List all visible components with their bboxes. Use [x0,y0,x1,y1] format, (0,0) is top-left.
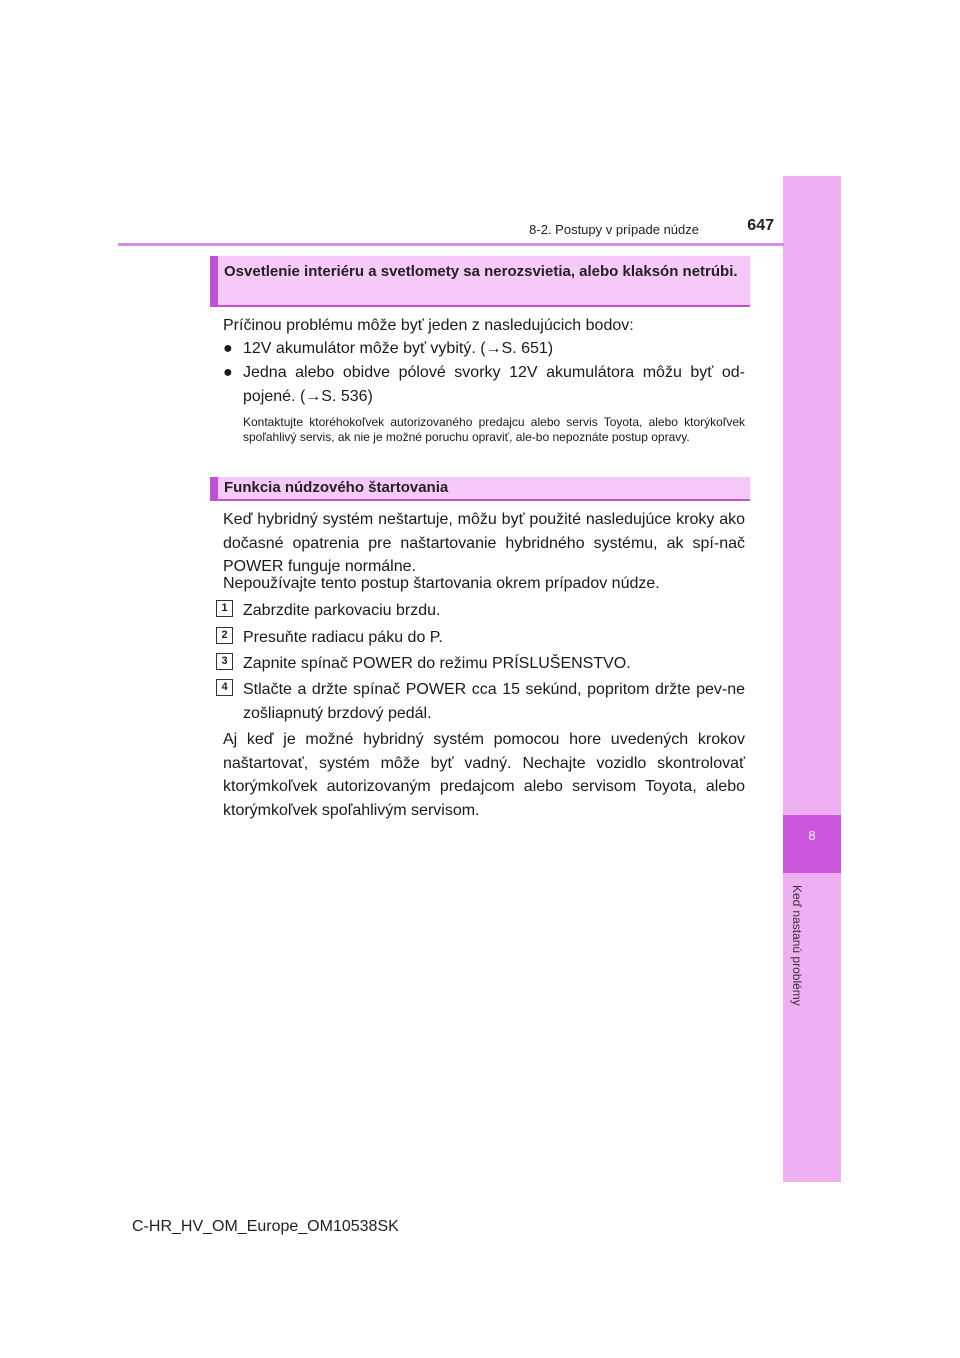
step-item [216,626,745,650]
section1-note: Kontaktujte ktoréhokoľvek autorizovaného predajcu alebo servis Toyota, alebo ktorýkoľvek spoľahlivý servis, ak nie je možné poruchu opraviť, ale-bo nepoznáte postup opravy. [243,415,745,444]
step-item [216,678,745,725]
footer-document-id: C-HR_HV_OM_Europe_OM10538SK [132,1218,399,1235]
page-number: 647 [747,217,774,234]
section2-warning: Nepoužívajte tento postup štartovania okrem prípadov núdze. [223,575,660,592]
step-item [216,652,745,676]
step-text: Presuňte radiacu páku do P. [243,629,443,646]
section-heading-emergency-start: Funkcia núdzového štartovania [210,477,750,501]
step-item [216,599,745,623]
bullet-icon: ● [223,340,233,357]
section2-closing: Aj keď je možné hybridný systém pomocou hore uvedených krokov naštartovať, systém môže byť vadný. Nechajte vozidlo skontrolovať ktorýmkoľvek autorizovaným predajcom alebo servisom Toyota, alebo ktorýmkoľvek spoľahlivým servisom. [223,731,745,819]
section-heading-lights-horn: Osvetlenie interiéru a svetlomety sa nerozsvietia, alebo klaksón netrúbi. [210,256,750,307]
section1-intro: Príčinou problému môže byť jeden z nasledujúcich bodov: [223,317,634,334]
chapter-tab-active-marker [783,815,841,873]
step-number-badge: 1 [216,600,233,617]
header-section-title: 8-2. Postupy v prípade núdze [529,222,699,237]
step-text: Zabrzdite parkovaciu brzdu. [243,602,441,619]
bullet-text: Jedna alebo obidve pólové svorky 12V akumulátora môžu byť od-pojené. (→S. 536) [243,364,745,405]
list-item [223,361,745,408]
chapter-title-vertical: Keď nastanú problémy [790,885,804,1006]
chapter-number: 8 [808,828,816,843]
header-rule [118,243,784,246]
step-number-badge: 2 [216,627,233,644]
section2-intro: Keď hybridný systém neštartuje, môžu byť použité nasledujúce kroky ako dočasné opatrenia pre naštartovanie hybridného systému, ak spí-nač POWER funguje normálne. [223,511,745,575]
list-item [223,337,745,361]
step-text: Stlačte a držte spínač POWER cca 15 sekúnd, popritom držte pev-ne zošliapnutý brzdový pedál. [243,681,745,722]
bullet-icon: ● [223,364,233,381]
step-text: Zapnite spínač POWER do režimu PRÍSLUŠENSTVO. [243,655,631,672]
step-number-badge: 4 [216,679,233,696]
bullet-text: 12V akumulátor môže byť vybitý. (→S. 651) [243,340,554,357]
step-number-badge: 3 [216,653,233,670]
